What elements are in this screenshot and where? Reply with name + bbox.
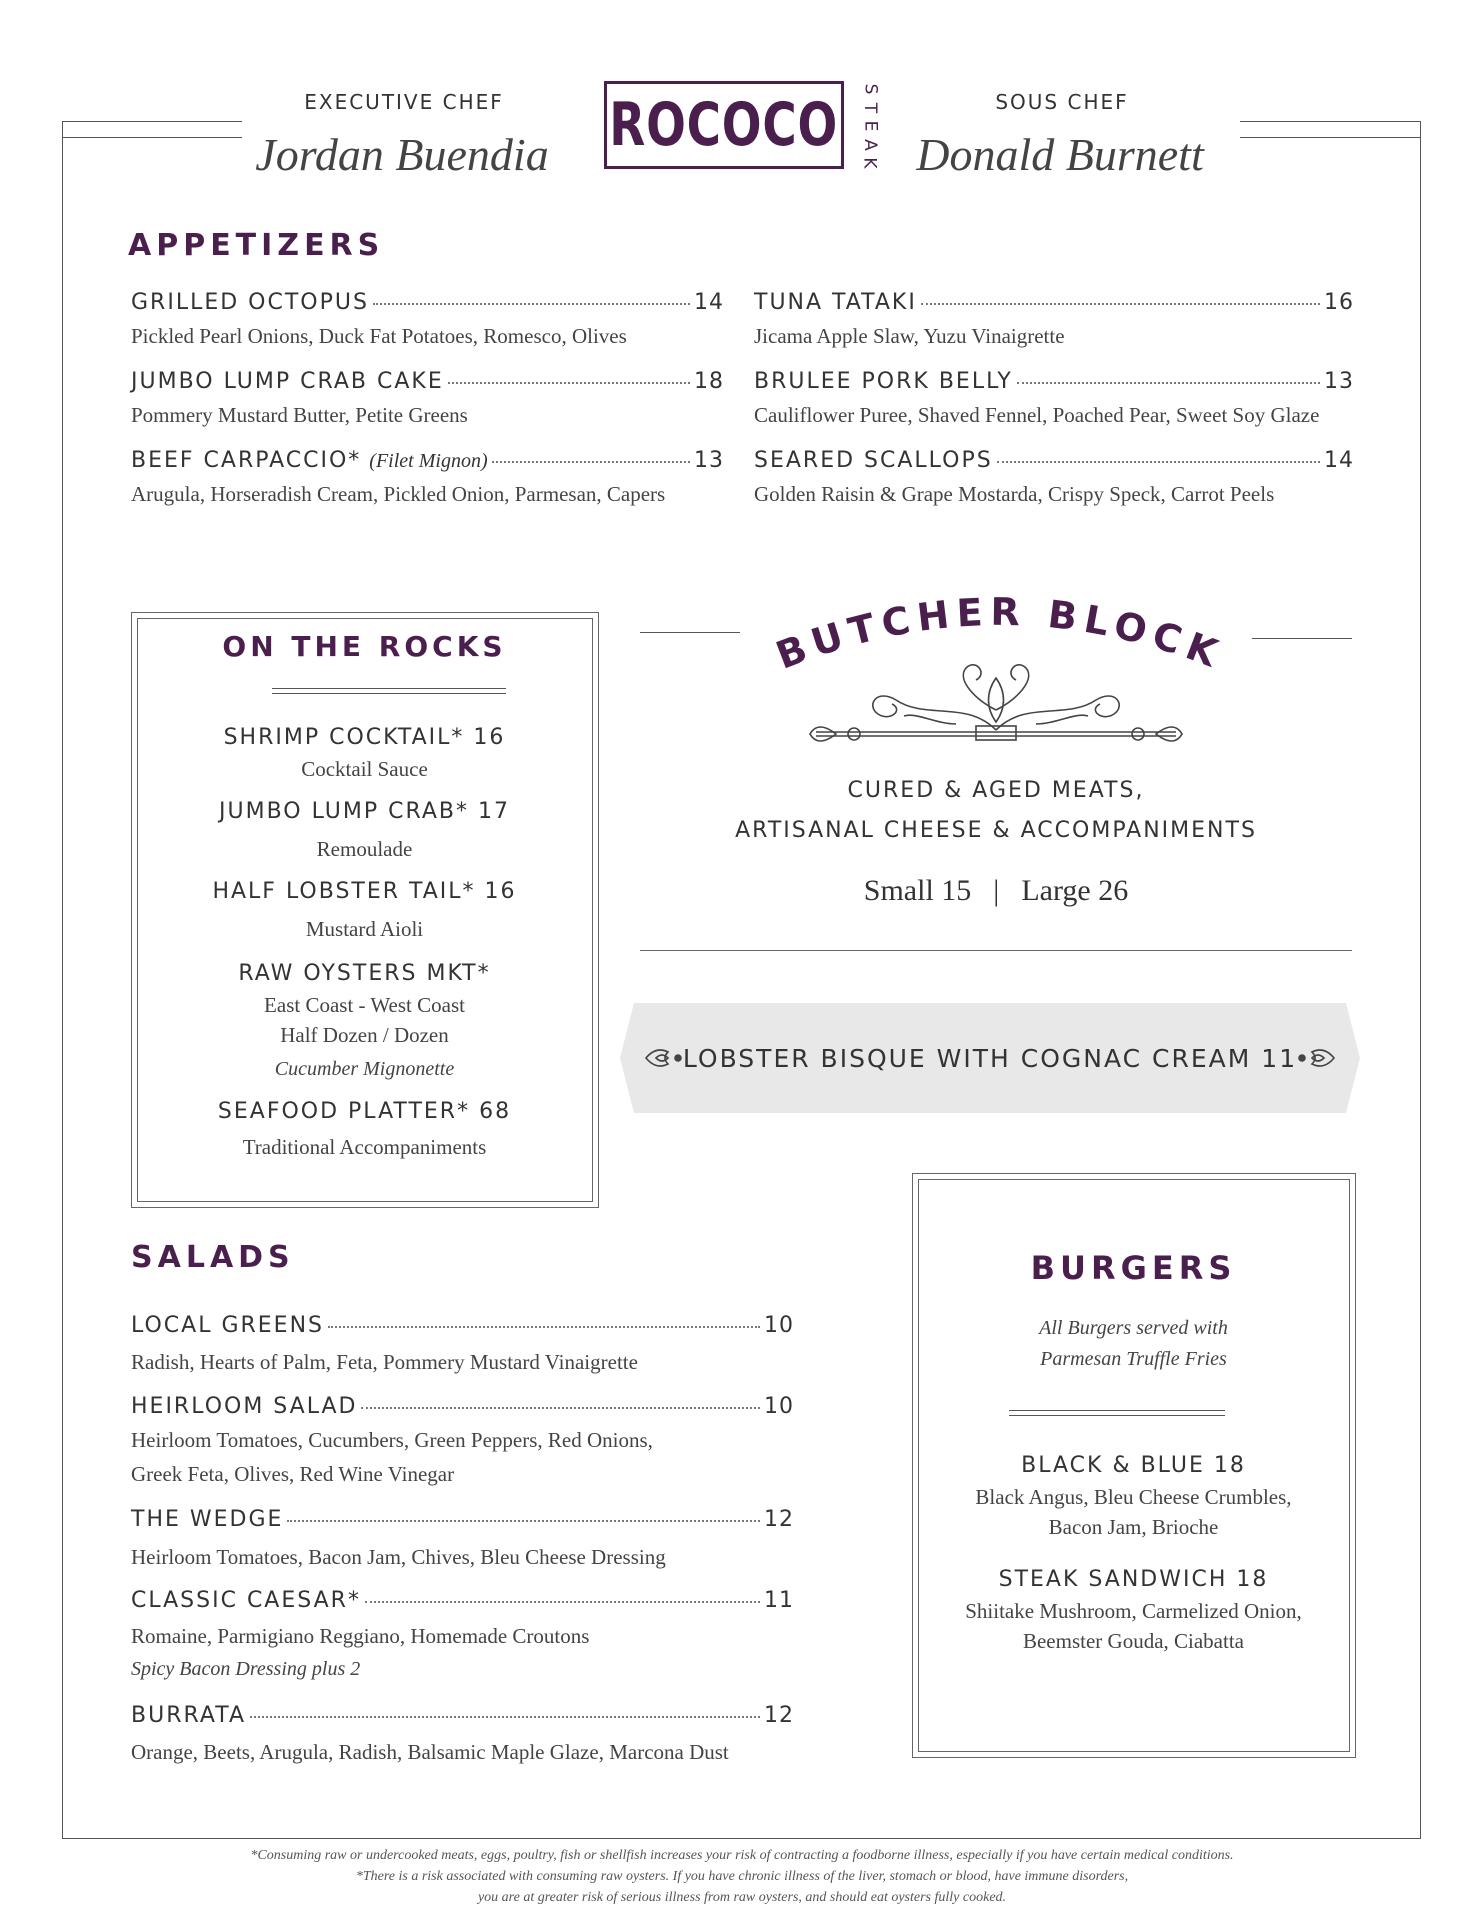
item-description: Heirloom Tomatoes, Cucumbers, Green Peppers, Red Onions, bbox=[131, 1428, 653, 1452]
rocks-item-name: JUMBO LUMP CRAB* 17 bbox=[219, 799, 510, 824]
item-name: BRULEE PORK BELLY bbox=[754, 369, 1013, 394]
butcher-block-large: Large 26 bbox=[1021, 874, 1129, 907]
leader-dots bbox=[328, 1326, 760, 1328]
leader-dots bbox=[997, 461, 1320, 463]
item-description: Orange, Beets, Arugula, Radish, Balsamic Maple Glaze, Marcona Dust bbox=[131, 1740, 729, 1764]
frame-left bbox=[62, 121, 63, 1838]
frame-top-right-inner bbox=[1240, 137, 1420, 138]
rocks-item-desc: Half Dozen / Dozen bbox=[280, 1023, 449, 1047]
butcher-block-heading: BUTCHER BLOCK bbox=[770, 589, 1230, 678]
logo-letter: K bbox=[860, 157, 880, 169]
rocks-item-name: SEAFOOD PLATTER* 68 bbox=[217, 1099, 512, 1124]
item-description: Romaine, Parmigiano Reggiano, Homemade Croutons bbox=[131, 1624, 590, 1648]
menu-item-tuna-tataki bbox=[754, 290, 1354, 315]
item-price: 16 bbox=[1324, 290, 1354, 315]
rococo-logo bbox=[604, 81, 844, 169]
menu-item-local-greens bbox=[131, 1313, 794, 1338]
frame-right bbox=[1420, 121, 1421, 1838]
item-price: 14 bbox=[694, 290, 724, 315]
butcher-rule-left bbox=[640, 632, 740, 633]
burger-item-name: BLACK & BLUE 18 bbox=[1021, 1453, 1246, 1478]
double-rule bbox=[1009, 1410, 1225, 1416]
leader-dots bbox=[287, 1520, 760, 1522]
item-price: 13 bbox=[1324, 369, 1354, 394]
salads-heading: SALADS bbox=[131, 1240, 295, 1275]
frame-top-right bbox=[1240, 121, 1420, 122]
item-name: CLASSIC CAESAR* bbox=[131, 1588, 361, 1613]
item-price: 12 bbox=[764, 1703, 794, 1728]
leader-dots bbox=[373, 303, 690, 305]
item-price: 14 bbox=[1324, 448, 1354, 473]
butcher-bottom-rule bbox=[640, 950, 1352, 951]
item-price: 13 bbox=[694, 448, 724, 473]
burgers-content bbox=[918, 1249, 1349, 1375]
sous-chef-name: Donald Burnett bbox=[916, 129, 1204, 180]
disclaimer-line: *There is a risk associated with consuming raw oysters. If you have chronic illness of the liver, stomach or blood, have immune disorders, bbox=[355, 1869, 1129, 1884]
rocks-item-name: RAW OYSTERS MKT* bbox=[238, 961, 491, 986]
lobster-bisque-banner bbox=[620, 1003, 1360, 1113]
burger-item-desc: Shiitake Mushroom, Carmelized Onion, bbox=[965, 1599, 1302, 1623]
price-separator: | bbox=[993, 874, 1000, 907]
menu-item-beef-carpaccio bbox=[131, 448, 724, 473]
menu-item-grilled-octopus bbox=[131, 290, 724, 315]
rocks-item-name: HALF LOBSTER TAIL* 16 bbox=[212, 879, 517, 904]
logo-steak-vertical bbox=[858, 80, 882, 172]
logo-letter: A bbox=[859, 138, 880, 151]
double-rule bbox=[272, 688, 506, 694]
executive-chef-title: EXECUTIVE CHEF bbox=[304, 90, 504, 114]
burgers-items bbox=[918, 1450, 1349, 1656]
logo-letter: T bbox=[859, 102, 880, 113]
on-the-rocks-heading: ON THE ROCKS bbox=[222, 630, 507, 663]
item-note: Spicy Bacon Dressing plus 2 bbox=[131, 1658, 361, 1680]
menu-item-heirloom-salad bbox=[131, 1394, 794, 1419]
item-description: Golden Raisin & Grape Mostarda, Crispy Speck, Carrot Peels bbox=[754, 482, 1275, 506]
leader-dots bbox=[1017, 382, 1320, 384]
burger-item-desc: Beemster Gouda, Ciabatta bbox=[1022, 1629, 1244, 1653]
rocks-item-note: Cucumber Mignonette bbox=[274, 1058, 455, 1080]
item-name: LOCAL GREENS bbox=[131, 1313, 325, 1338]
item-note: (Filet Mignon) bbox=[369, 450, 488, 472]
item-description: Greek Feta, Olives, Red Wine Vinegar bbox=[131, 1462, 455, 1486]
rocks-item-desc: East Coast - West Coast bbox=[264, 993, 465, 1017]
item-name: THE WEDGE bbox=[131, 1507, 284, 1532]
executive-chef-name: Jordan Buendia bbox=[255, 129, 549, 180]
item-description: Cauliflower Puree, Shaved Fennel, Poached Pear, Sweet Soy Glaze bbox=[754, 403, 1320, 427]
item-name: BURRATA bbox=[131, 1703, 246, 1728]
sous-chef-title: SOUS CHEF bbox=[995, 90, 1129, 114]
item-price: 10 bbox=[764, 1313, 794, 1338]
menu-item-crab-cake bbox=[131, 369, 724, 394]
item-description: Heirloom Tomatoes, Bacon Jam, Chives, Bleu Cheese Dressing bbox=[131, 1545, 666, 1569]
burgers-heading: BURGERS bbox=[1030, 1249, 1237, 1287]
butcher-block-line2: ARTISANAL CHEESE & ACCOMPANIMENTS bbox=[735, 818, 1257, 843]
rocks-item-desc: Mustard Aioli bbox=[305, 917, 424, 941]
leader-dots bbox=[250, 1716, 760, 1718]
menu-item-classic-caesar bbox=[131, 1588, 794, 1613]
menu-item-seared-scallops bbox=[754, 448, 1354, 473]
butcher-block-line1: CURED & AGED MEATS, bbox=[847, 778, 1145, 803]
leader-dots bbox=[492, 461, 690, 463]
item-name: GRILLED OCTOPUS bbox=[131, 290, 369, 315]
burgers-intro: All Burgers served with bbox=[1039, 1317, 1228, 1339]
frame-top-left bbox=[62, 121, 242, 122]
on-the-rocks-content bbox=[137, 628, 592, 663]
disclaimer-line: *Consuming raw or undercooked meats, eggs, poultry, fish or shellfish increases your risk of contracting a foodborne illness, especially if you have certain medical conditions. bbox=[250, 1848, 1234, 1863]
menu-item-the-wedge bbox=[131, 1507, 794, 1532]
item-price: 10 bbox=[764, 1394, 794, 1419]
lobster-bisque-text: LOBSTER BISQUE WITH COGNAC CREAM 11 bbox=[682, 1043, 1298, 1073]
burger-item-name: STEAK SANDWICH 18 bbox=[998, 1567, 1269, 1592]
item-name: SEARED SCALLOPS bbox=[754, 448, 993, 473]
item-name: HEIRLOOM SALAD bbox=[131, 1394, 358, 1419]
rocks-item-desc: Traditional Accompaniments bbox=[242, 1135, 487, 1159]
item-price: 18 bbox=[694, 369, 724, 394]
item-description: Radish, Hearts of Palm, Feta, Pommery Mustard Vinaigrette bbox=[131, 1350, 638, 1374]
menu-item-pork-belly bbox=[754, 369, 1354, 394]
leader-dots bbox=[448, 382, 690, 384]
logo-main-text: ROCOCO bbox=[609, 90, 839, 160]
rocks-item-name: SHRIMP COCKTAIL* 16 bbox=[223, 725, 506, 750]
item-description: Pommery Mustard Butter, Petite Greens bbox=[131, 403, 468, 427]
menu-item-burrata bbox=[131, 1703, 794, 1728]
frame-top-left-inner bbox=[62, 137, 242, 138]
item-price: 12 bbox=[764, 1507, 794, 1532]
leader-dots bbox=[921, 303, 1320, 305]
burgers-intro: Parmesan Truffle Fries bbox=[1040, 1348, 1227, 1370]
item-name: JUMBO LUMP CRAB CAKE bbox=[131, 369, 444, 394]
rocks-item-desc: Remoulade bbox=[316, 837, 413, 861]
butcher-block-small: Small 15 bbox=[863, 874, 972, 907]
leader-dots bbox=[365, 1601, 760, 1603]
item-description: Arugula, Horseradish Cream, Pickled Onion, Parmesan, Capers bbox=[131, 482, 666, 506]
butcher-rule-right bbox=[1252, 638, 1352, 639]
item-description: Pickled Pearl Onions, Duck Fat Potatoes, Romesco, Olives bbox=[131, 324, 627, 348]
appetizers-heading: APPETIZERS bbox=[128, 228, 385, 263]
leader-dots bbox=[361, 1407, 760, 1409]
disclaimer bbox=[0, 1845, 1484, 1908]
burger-item-desc: Bacon Jam, Brioche bbox=[1048, 1515, 1219, 1539]
item-name: BEEF CARPACCIO* bbox=[131, 448, 362, 473]
ornament-flourish-icon bbox=[806, 660, 1186, 752]
rocks-item-desc: Cocktail Sauce bbox=[301, 757, 428, 781]
item-description: Jicama Apple Slaw, Yuzu Vinaigrette bbox=[754, 324, 1065, 348]
disclaimer-line: you are at greater risk of serious illness from raw oysters, and should eat oysters fully cooked. bbox=[477, 1890, 1007, 1905]
butcher-block-prices bbox=[640, 874, 1352, 908]
on-the-rocks-items bbox=[137, 722, 592, 1162]
logo-letter: S bbox=[859, 83, 880, 95]
logo-letter: E bbox=[860, 120, 880, 132]
item-price: 11 bbox=[764, 1588, 794, 1613]
item-name: TUNA TATAKI bbox=[754, 290, 917, 315]
burger-item-desc: Black Angus, Bleu Cheese Crumbles, bbox=[975, 1485, 1292, 1509]
frame-bottom bbox=[62, 1838, 1421, 1839]
